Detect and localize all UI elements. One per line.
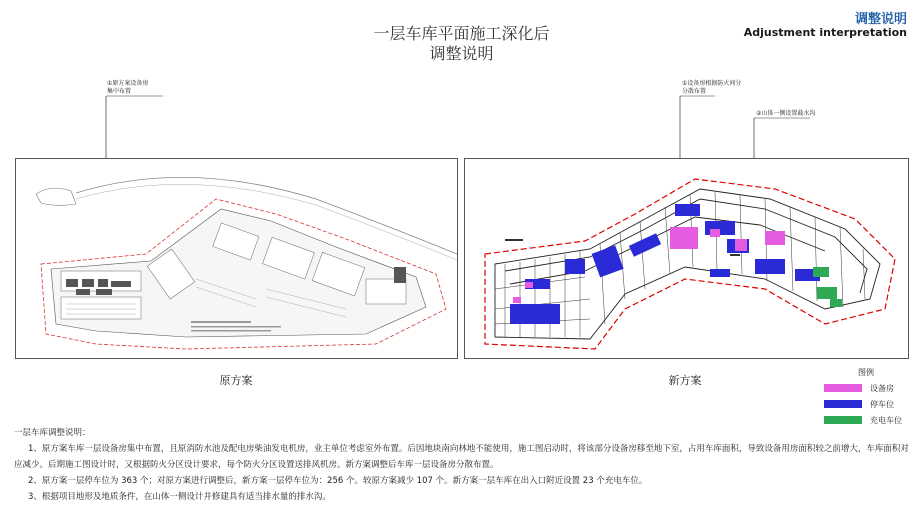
new-callout1-label (682, 80, 741, 96)
corner-title-en: Adjustment interpretation (743, 26, 907, 39)
page-title-line1: 一层车库平面施工深化后 (373, 24, 550, 43)
new-plan-caption: 新方案 (668, 374, 702, 387)
legend-label-charging: 充电车位 (870, 415, 902, 425)
legend-item-charging (824, 415, 902, 425)
new-callout1-line2: 分散布置 (682, 88, 707, 95)
new-callout1-line1: ①设备房根据防火间分 (682, 80, 742, 87)
legend-title: 图例 (858, 368, 874, 377)
notes-heading: 一层车库调整说明： (14, 428, 91, 438)
notes-item-2: 2、原方案一层停车位为 363 个；对原方案进行调整后，新方案一层停车位为：256 个。较原方案减少 107 个。新方案一层车库在出入口附近设置 23 个充电车位。 (28, 476, 648, 486)
notes-item-1: 1、原方案车库一层设备房集中布置，且原消防水池及配电房柴油发电机房，业主单位考虑室外布置。后因地块南向林地不能使用，施工图启动时，将该部分设备房移至地下室，占用车库面积，导致设备用房面积较之前增大，车库面积对应减少。后期施工图设计时，又根据防火分区设计要求，每个防火分区设置送排风机房。新方案调整后车库一层设备房分散布置。 (14, 444, 909, 470)
original-plan-caption: 原方案 (219, 374, 253, 387)
legend-swatch-parking (824, 400, 862, 408)
original-callout-line1: ①原方案设备房 (107, 80, 149, 87)
notes-item-3: 3、根据项目地形及地质条件，在山体一侧设计并修建具有适当排水量的排水沟。 (28, 492, 331, 502)
legend-label-equipment: 设备房 (870, 383, 894, 393)
legend-item-equipment (824, 383, 894, 393)
adjustment-notes (14, 425, 914, 505)
legend-item-parking (824, 399, 894, 409)
legend-swatch-equipment (824, 384, 862, 392)
page-title-line2: 调整说明 (429, 44, 494, 63)
new-plan-drawing (464, 158, 909, 359)
legend-swatch-charging (824, 416, 862, 424)
new-callout2-label: ②山体一侧设置截水沟 (756, 110, 816, 117)
corner-title-zh: 调整说明 (854, 12, 907, 27)
original-plan-drawing (15, 158, 458, 359)
legend-label-parking: 停车位 (870, 399, 894, 409)
original-callout-line2: 集中布置 (107, 88, 132, 95)
